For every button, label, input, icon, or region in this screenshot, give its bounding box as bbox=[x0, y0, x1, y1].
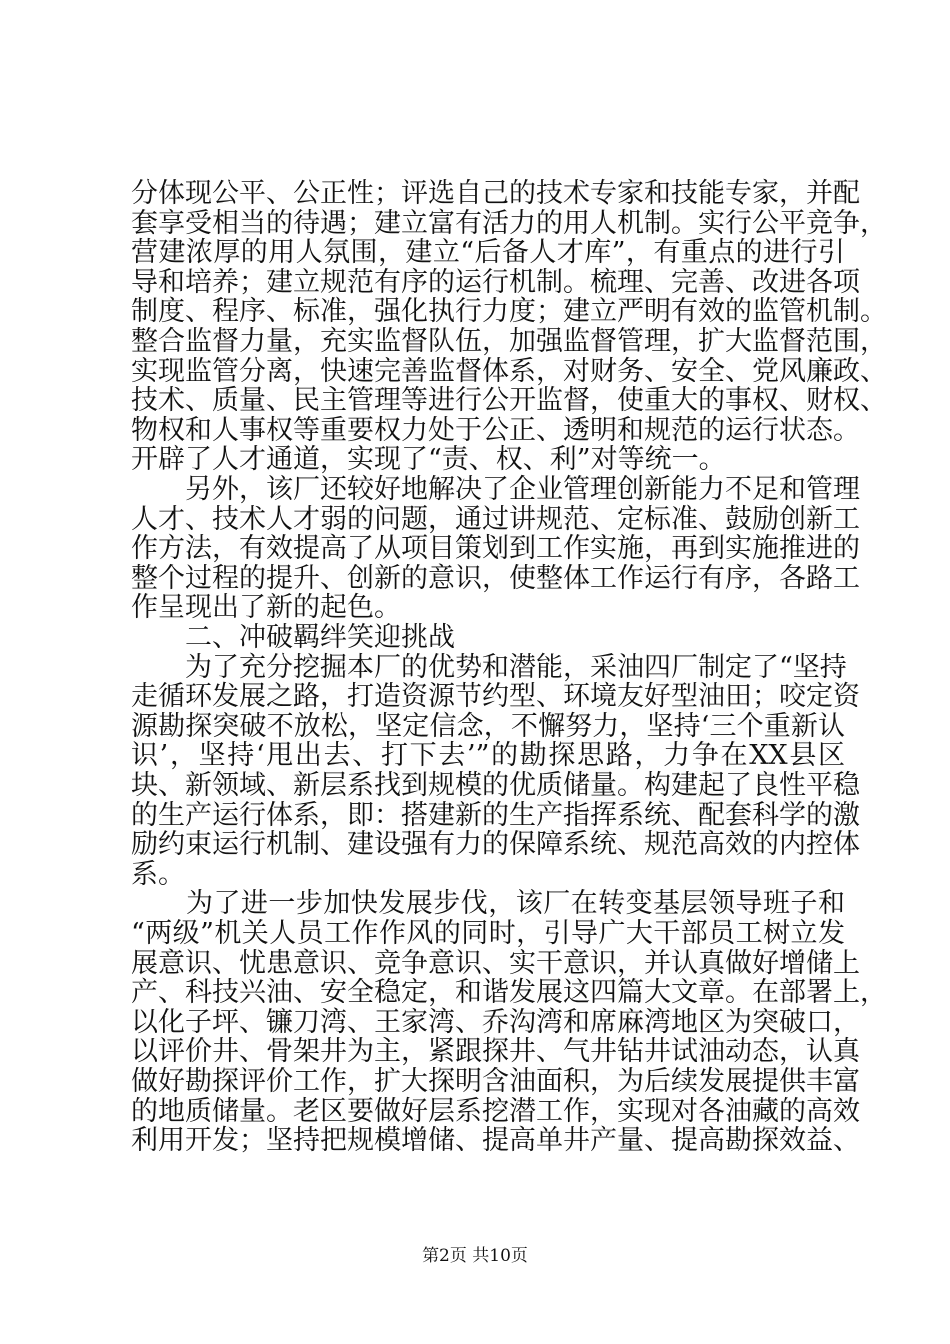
text-line: 源勘探突破不放松，坚定信念，不懈努力，坚持‘三个重新认 bbox=[131, 711, 845, 742]
text-line: 物权和人事权等重要权力处于公正、透明和规范的运行状态。 bbox=[131, 415, 860, 446]
text-line: 为了进一步加快发展步伐，该厂在转变基层领导班子和 bbox=[131, 888, 845, 919]
text-line: 分体现公平、公正性；评选自己的技术专家和技能专家，并配 bbox=[131, 178, 860, 209]
text-line: 产、科技兴油、安全稳定，和谐发展这四篇大文章。在部署上， bbox=[131, 977, 887, 1008]
text-line: 开辟了人才通道，实现了“责、权、利”对等统一。 bbox=[131, 444, 726, 475]
text-line: 整合监督力量，充实监督队伍，加强监督管理，扩大监督范围， bbox=[131, 326, 887, 357]
text-line: 的生产运行体系，即：搭建新的生产指挥系统、配套科学的激 bbox=[131, 800, 860, 831]
page-number-footer: 第2页 共10页 bbox=[422, 1246, 528, 1266]
text-line: 块、新领域、新层系找到规模的优质储量。构建起了良性平稳 bbox=[131, 770, 860, 801]
text-line: 作方法，有效提高了从项目策划到工作实施，再到实施推进的 bbox=[131, 533, 860, 564]
text-line: 作呈现出了新的起色。 bbox=[131, 592, 401, 623]
text-line: 的地质储量。老区要做好层系挖潜工作，实现对各油藏的高效 bbox=[131, 1096, 860, 1127]
text-line: 以评价井、骨架井为主，紧跟探井、气井钻井试油动态，认真 bbox=[131, 1036, 860, 1067]
text-line: 营建浓厚的用人氛围，建立“后备人才库”，有重点的进行引 bbox=[131, 237, 845, 268]
text-line: 为了充分挖掘本厂的优势和潜能，采油四厂制定了“坚持 bbox=[131, 652, 847, 683]
text-line: 技术、质量、民主管理等进行公开监督，使重大的事权、财权、 bbox=[131, 385, 887, 416]
text-line: 展意识、忧患意识、竞争意识、实干意识，并认真做好增储上 bbox=[131, 948, 860, 979]
text-line: 制度、程序、标准，强化执行力度；建立严明有效的监管机制。 bbox=[131, 296, 887, 327]
text-line: 利用开发；坚持把规模增储、提高单井产量、提高勘探效益、 bbox=[131, 1125, 860, 1156]
text-line: 另外，该厂还较好地解决了企业管理创新能力不足和管理 bbox=[131, 474, 860, 505]
text-line: 励约束运行机制、建设强有力的保障系统、规范高效的内控体 bbox=[131, 829, 860, 860]
text-line: 识’，坚持‘甩出去、打下去’”的勘探思路，力争在XX县区 bbox=[131, 740, 845, 771]
text-line: 导和培养；建立规范有序的运行机制。梳理、完善、改进各项 bbox=[131, 267, 860, 298]
text-line: 走循环发展之路，打造资源节约型、环境友好型油田；咬定资 bbox=[131, 681, 860, 712]
section-heading: 二、冲破羁绊笑迎挑战 bbox=[131, 622, 455, 653]
text-line: 整个过程的提升、创新的意识，使整体工作运行有序，各路工 bbox=[131, 563, 860, 594]
text-line: 系。 bbox=[131, 859, 185, 890]
text-line: 做好勘探评价工作，扩大探明含油面积，为后续发展提供丰富 bbox=[131, 1066, 860, 1097]
text-line: 实现监管分离，快速完善监督体系，对财务、安全、党风廉政、 bbox=[131, 356, 887, 387]
text-line: 人才、技术人才弱的问题，通过讲规范、定标准、鼓励创新工 bbox=[131, 504, 860, 535]
text-line: 套享受相当的待遇；建立富有活力的用人机制。实行公平竞争， bbox=[131, 208, 887, 239]
text-line: 以化子坪、镰刀湾、王家湾、乔沟湾和席麻湾地区为突破口， bbox=[131, 1007, 860, 1038]
text-line: “两级”机关人员工作作风的同时，引导广大干部员工树立发 bbox=[131, 918, 845, 949]
